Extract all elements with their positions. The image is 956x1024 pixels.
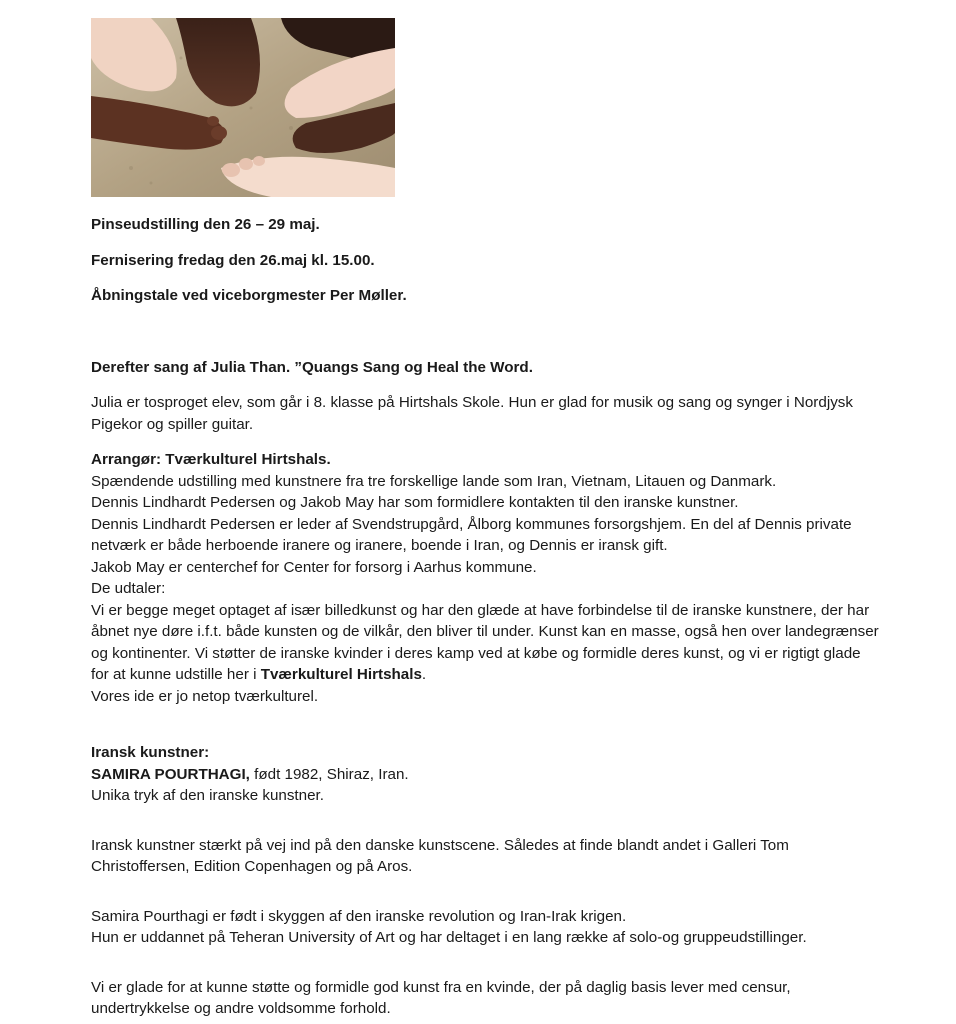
song-announcement: Derefter sang af Julia Than. ”Quangs Sang og Heal the Word. <box>91 358 533 376</box>
spacer <box>91 707 881 742</box>
quote-text: Vi er begge meget optaget af især billedkunst og har den glæde at have forbindelse til de iranske kunstnere, der har åbnet nye døre i.f.t. både kunsten og de vilkår, den bliver til under. Kunst kan en masse, også hen over landegrænser og kontinenter. Vi støtter de iranske kvinder i deres kamp ved at købe og formidle deres kunst, og vi er rigtigt glade for at kunne udstille her i <box>91 601 879 683</box>
exhibition-dates: Pinseudstilling den 26 – 29 maj. <box>91 216 320 233</box>
artist-name-line <box>91 764 881 786</box>
spacer <box>91 949 881 963</box>
quote-organisation: Tværkulturel Hirtshals <box>260 666 422 683</box>
support-paragraph: Vi er glade for at kunne støtte og formidle god kunst fra en kvinde, der på daglig basis lever med censur, undertrykkelse og andre voldsomme forhold. <box>91 978 791 1017</box>
arranger-line: Dennis Lindhardt Pedersen er leder af Svendstrupgård, Ålborg kommunes forsorgshjem. En del af Dennis private netværk er både herboende iranere og iranere, boende i Iran, og Dennis er iransk gift. <box>91 515 852 554</box>
artist-prints: Unika tryk af den iranske kunstner. <box>91 787 324 804</box>
opening-speech: Åbningstale ved viceborgmester Per Møller. <box>91 287 407 304</box>
arranger-quote <box>91 600 881 686</box>
arranger-line: Spændende udstilling med kunstnere fra tre forskellige lande som Iran, Vietnam, Litauen og Danmark. <box>91 472 777 490</box>
arranger-line: Dennis Lindhardt Pedersen og Jakob May har som formidlere kontakten til den iranske kunstner. <box>91 494 739 511</box>
quote-end: . <box>421 666 427 683</box>
spacer <box>91 807 881 821</box>
arranger-closing: Vores ide er jo netop tværkulturel. <box>91 687 319 705</box>
spacer <box>91 821 881 835</box>
arranger-line: Jakob May er centerchef for Center for forsorg i Aarhus kommune. <box>91 558 537 576</box>
document-body <box>91 214 881 1020</box>
artist-paragraph: Iransk kunstner stærkt på vej ind på den danske kunstscene. Således at finde blandt andet i Galleri Tom Christoffersen, Edition Copenhagen og på Aros. <box>91 836 789 875</box>
spacer <box>91 878 881 892</box>
artist-birth-paragraph: Samira Pourthagi er født i skyggen af den iranske revolution og Iran-Irak krigen. <box>91 907 627 925</box>
artist-born: født 1982, Shiraz, Iran. <box>249 765 409 783</box>
spacer <box>91 435 881 449</box>
spacer <box>91 343 881 357</box>
spacer <box>91 307 881 343</box>
spacer <box>91 378 881 392</box>
spacer <box>91 892 881 906</box>
artist-name: SAMIRA POURTHAGI, <box>91 765 250 783</box>
artist-section-title: Iransk kunstner: <box>91 744 210 761</box>
spacer <box>91 963 881 977</box>
arranger-title: Arrangør: Tværkulturel Hirtshals. <box>91 451 331 468</box>
arranger-line: De udtaler: <box>91 580 166 597</box>
julia-paragraph: Julia er tosproget elev, som går i 8. klasse på Hirtshals Skole. Hun er glad for musik og sang og synger i Nordjysk Pigekor og spiller guitar. <box>91 394 853 433</box>
feet-in-sand-photo <box>91 18 395 197</box>
artist-education-paragraph: Hun er uddannet på Teheran University of Art og har deltaget i en lang række af solo-og gruppeudstillinger. <box>91 929 807 946</box>
opening-time: Fernisering fredag den 26.maj kl. 15.00. <box>91 251 375 269</box>
